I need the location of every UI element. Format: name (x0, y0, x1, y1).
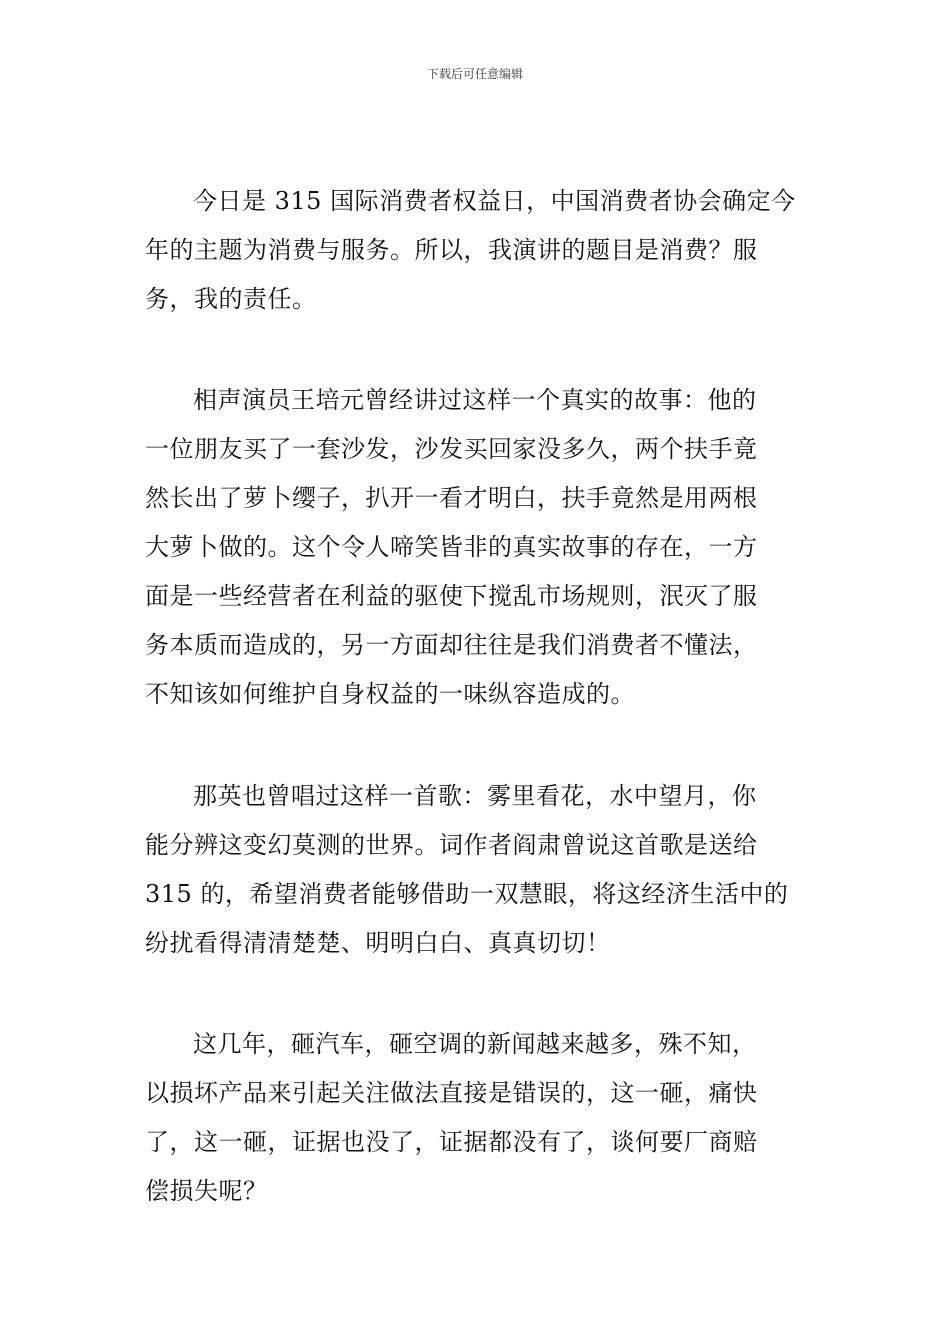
paragraph-sofa-story (145, 376, 810, 719)
paragraph-line: 面是一些经营者在利益的驱使下搅乱市场规则，泯灭了服 (145, 582, 758, 610)
paragraph-line: 315 的，希望消费者能够借助一双慧眼，将这经济生活中的 (145, 880, 789, 908)
page-header-note: 下载后可任意编辑 (426, 67, 523, 81)
paragraph-line: 务，我的责任。 (145, 285, 317, 313)
paragraph-line: 这几年，砸汽车，砸空调的新闻越来越多，殊不知， (193, 1030, 757, 1058)
paragraph-line: 能分辨这变幻莫测的世界。词作者阎肃曾说这首歌是送给 (145, 831, 758, 859)
paragraph-consumer-day (145, 177, 810, 324)
paragraph-line: 一位朋友买了一套沙发，沙发买回家没多久，两个扶手竟 (145, 435, 758, 463)
paragraph-line: 以损坏产品来引起关注做法直接是错误的，这一砸，痛快 (145, 1079, 758, 1107)
paragraph-line: 今日是 315 国际消费者权益日，中国消费者协会确定今 (193, 187, 796, 215)
paragraph-line: 不知该如何维护自身权益的一味纵容造成的。 (145, 680, 635, 708)
paragraph-line: 相声演员王培元曾经讲过这样一个真实的故事：他的 (193, 386, 757, 414)
paragraph-line: 纷扰看得清清楚楚、明明白白、真真切切！ (145, 929, 611, 957)
paragraph-line: 那英也曾唱过这样一首歌：雾里看花，水中望月，你 (193, 782, 757, 810)
paragraph-smashing (145, 1020, 810, 1216)
paragraph-line: 了，这一砸，证据也没了，证据都没有了，谈何要厂商赔 (145, 1128, 758, 1156)
paragraph-line: 大萝卜做的。这个令人啼笑皆非的真实故事的存在，一方 (145, 533, 758, 561)
paragraph-line: 年的主题为消费与服务。所以，我演讲的题目是消费？服 (145, 236, 758, 264)
paragraph-line: 务本质而造成的，另一方面却往往是我们消费者不懂法， (145, 631, 758, 659)
paragraph-line: 然长出了萝卜缨子，扒开一看才明白，扶手竟然是用两根 (145, 484, 758, 512)
paragraph-line: 偿损失呢？ (145, 1177, 268, 1205)
paragraph-song (145, 772, 810, 968)
